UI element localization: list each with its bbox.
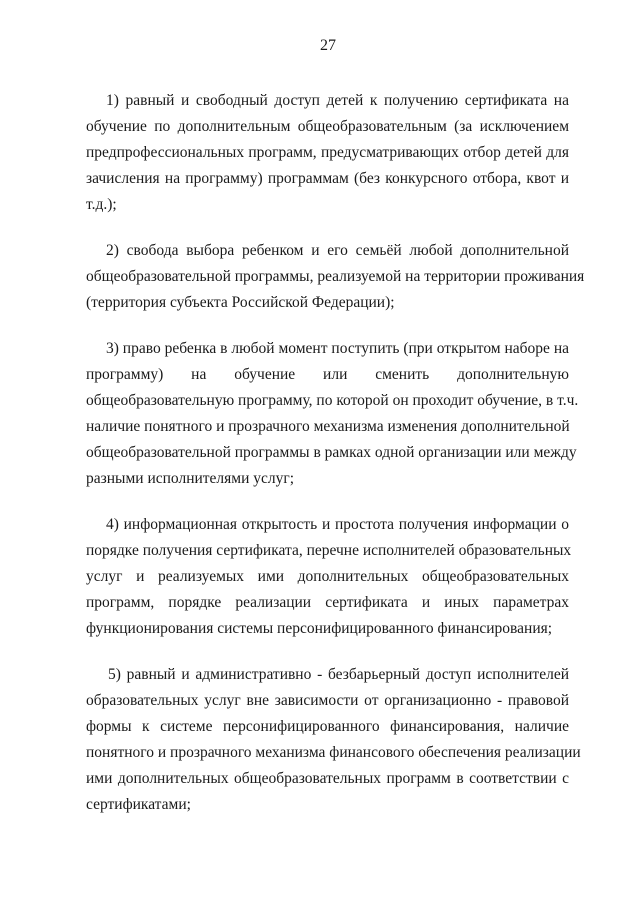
text-line: предпрофессиональных программ, предусматривающих отбор детей для <box>86 144 569 161</box>
text-line: зачисления на программу) программам (без конкурсного отбора, квот и <box>86 170 569 187</box>
text-line: (территория субъекта Российской Федерации); <box>86 294 395 311</box>
document-body <box>86 88 585 838</box>
list-item-2 <box>86 238 585 316</box>
text-line: 5) равный и административно - безбарьерный доступ исполнителей <box>108 666 569 683</box>
text-line: общеобразовательной программы в рамках одной организации или между <box>86 444 577 461</box>
page-number: 27 <box>320 37 336 54</box>
text-line: 3) право ребенка в любой момент поступить (при открытом наборе на <box>106 340 569 357</box>
text-line: 4) информационная открытость и простота получения информации о <box>106 516 569 533</box>
text-line: программ, порядке реализации сертификата и иных параметрах <box>86 594 569 611</box>
text-line: образовательных услуг вне зависимости от организационно - правовой <box>86 692 569 709</box>
list-item-4 <box>86 512 572 642</box>
text-line: общеобразовательной программы, реализуемой на территории проживания <box>86 268 585 285</box>
text-line: общеобразовательную программу, по которой он проходит обучение, в т.ч. <box>86 392 579 409</box>
text-line: 1) равный и свободный доступ детей к получению сертификата на <box>106 92 569 109</box>
text-line: программу) на обучение или сменить дополнительную <box>86 366 569 383</box>
text-line: сертификатами; <box>86 796 191 813</box>
list-item-5 <box>86 662 581 818</box>
list-item-1 <box>86 88 569 218</box>
text-line: функционирования системы персонифицированного финансирования; <box>86 620 553 637</box>
text-line: 2) свобода выбора ребенком и его семьёй любой дополнительной <box>106 242 569 259</box>
text-line: разными исполнителями услуг; <box>86 470 295 487</box>
text-line: обучение по дополнительным общеобразовательным (за исключением <box>86 118 569 135</box>
text-line: порядке получения сертификата, перечне исполнителей образовательных <box>86 542 572 559</box>
list-item-3 <box>86 336 579 492</box>
text-line: ими дополнительных общеобразовательных программ в соответствии с <box>86 770 569 787</box>
text-line: услуг и реализуемых ими дополнительных общеобразовательных <box>86 568 569 585</box>
text-line: т.д.); <box>86 196 117 213</box>
text-line: формы к системе персонифицированного финансирования, наличие <box>86 718 569 735</box>
text-line: наличие понятного и прозрачного механизма изменения дополнительной <box>86 418 570 435</box>
text-line: понятного и прозрачного механизма финансового обеспечения реализации <box>86 744 581 761</box>
